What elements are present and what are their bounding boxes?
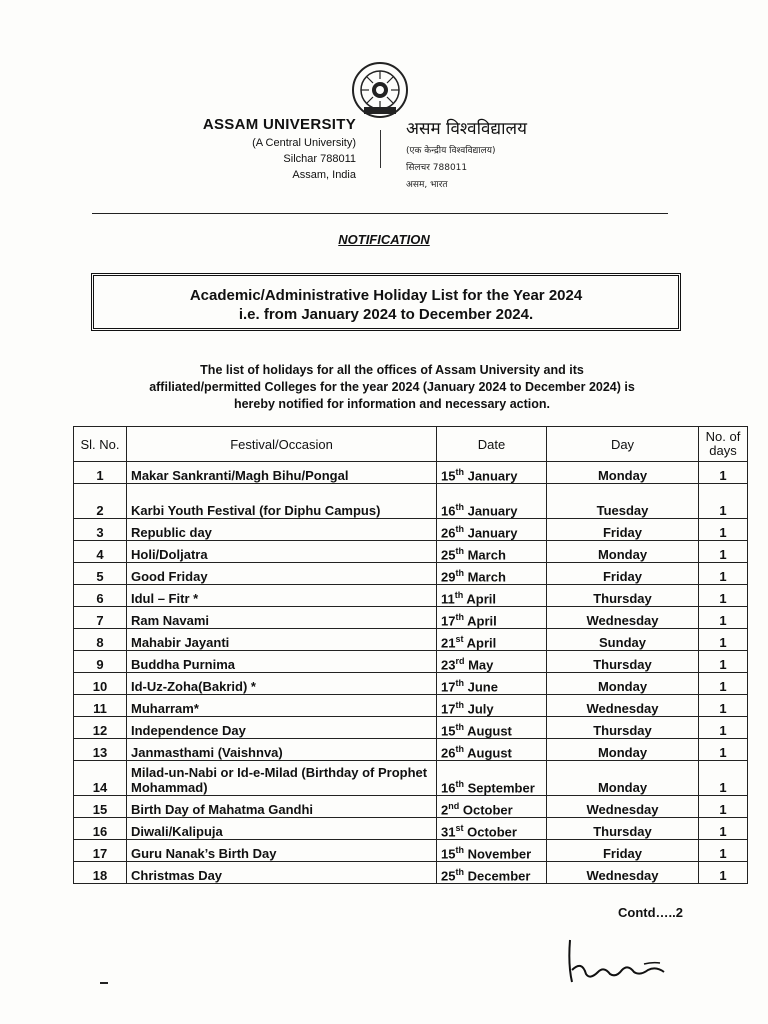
- date-month: August: [467, 723, 512, 738]
- cell-no-of-days: 1: [699, 695, 748, 717]
- header-en-line-3: Assam, India: [292, 169, 356, 181]
- date-month: June: [467, 679, 498, 694]
- date-month: May: [468, 657, 494, 672]
- university-name-en: ASSAM UNIVERSITY: [202, 116, 356, 133]
- date-number: 26: [441, 745, 456, 760]
- cell-no-of-days: 1: [699, 462, 748, 484]
- date-number: 31: [441, 824, 456, 839]
- cell-date: [437, 607, 547, 629]
- cell-no-of-days: 1: [699, 796, 748, 818]
- header-occasion: Festival/Occasion: [127, 427, 437, 462]
- date-suffix: th: [455, 523, 464, 534]
- cell-no-of-days: 1: [699, 629, 748, 651]
- table-header-row: [74, 427, 748, 462]
- cell-date: [437, 739, 547, 761]
- continued-label: Contd…..2: [618, 905, 683, 920]
- date-suffix: th: [454, 589, 464, 600]
- header-hi-line-1: (एक केन्द्रीय विश्वविद्यालय): [406, 146, 496, 156]
- date-suffix: th: [455, 743, 464, 754]
- notification-label: NOTIFICATION: [338, 232, 430, 247]
- header-rule: [92, 213, 668, 214]
- cell-day: Wednesday: [547, 796, 699, 818]
- date-suffix: th: [455, 721, 464, 732]
- date-month: September: [467, 780, 535, 795]
- cell-date: [437, 840, 547, 862]
- header-hi-line-3: असम, भारत: [406, 180, 448, 190]
- cell-occasion: Birth Day of Mahatma Gandhi: [127, 796, 437, 818]
- cell-sl-no: 8: [74, 629, 127, 651]
- table-row: [74, 585, 748, 607]
- date-number: 16: [441, 780, 456, 795]
- date-month: March: [467, 569, 506, 584]
- table-row: [74, 541, 748, 563]
- date-month: April: [467, 613, 497, 628]
- date-number: 15: [441, 846, 456, 861]
- cell-sl-no: 10: [74, 673, 127, 695]
- cell-date: [437, 673, 547, 695]
- header-sl-no: Sl. No.: [74, 427, 127, 462]
- cell-no-of-days: 1: [699, 651, 748, 673]
- cell-day: Monday: [547, 462, 699, 484]
- date-suffix: th: [455, 677, 464, 688]
- date-month: January: [467, 525, 518, 540]
- table-row: [74, 717, 748, 739]
- cell-sl-no: 11: [74, 695, 127, 717]
- cell-date: [437, 651, 547, 673]
- cell-occasion: Independence Day: [127, 717, 437, 739]
- cell-occasion: Karbi Youth Festival (for Diphu Campus): [127, 484, 437, 519]
- date-number: 29: [441, 569, 456, 584]
- cell-occasion: Republic day: [127, 519, 437, 541]
- cell-day: Thursday: [547, 651, 699, 673]
- intro-paragraph: [72, 362, 712, 413]
- date-number: 21: [441, 635, 456, 650]
- cell-no-of-days: 1: [699, 717, 748, 739]
- date-suffix: th: [455, 844, 464, 855]
- cell-sl-no: 17: [74, 840, 127, 862]
- cell-sl-no: 6: [74, 585, 127, 607]
- date-month: December: [467, 868, 531, 883]
- table-row: [74, 695, 748, 717]
- cell-sl-no: 7: [74, 607, 127, 629]
- intro-line-2: affiliated/permitted Colleges for the year 2024 (January 2024 to December 2024) is: [149, 380, 635, 394]
- date-suffix: nd: [448, 800, 460, 811]
- cell-occasion: Guru Nanak’s Birth Day: [127, 840, 437, 862]
- date-number: 25: [441, 868, 456, 883]
- cell-date: [437, 818, 547, 840]
- date-number: 17: [441, 701, 456, 716]
- cell-day: Friday: [547, 840, 699, 862]
- cell-date: [437, 585, 547, 607]
- cell-no-of-days: 1: [699, 541, 748, 563]
- cell-day: Wednesday: [547, 862, 699, 884]
- cell-occasion: Makar Sankranti/Magh Bihu/Pongal: [127, 462, 437, 484]
- cell-occasion: Milad-un-Nabi or Id-e-Milad (Birthday of Prophet Mohammad): [127, 761, 437, 796]
- date-month: July: [467, 701, 494, 716]
- header-en-line-2: Silchar 788011: [283, 153, 356, 165]
- header-day: Day: [547, 427, 699, 462]
- table-row: [74, 673, 748, 695]
- cell-no-of-days: 1: [699, 607, 748, 629]
- date-suffix: th: [455, 466, 464, 477]
- cell-day: Thursday: [547, 717, 699, 739]
- cell-occasion: Christmas Day: [127, 862, 437, 884]
- university-logo: [350, 60, 410, 120]
- cell-date: [437, 695, 547, 717]
- cell-no-of-days: 1: [699, 673, 748, 695]
- date-number: 26: [441, 525, 456, 540]
- date-number: 11: [441, 591, 455, 606]
- cell-day: Thursday: [547, 585, 699, 607]
- cell-no-of-days: 1: [699, 519, 748, 541]
- cell-occasion: Buddha Purnima: [127, 651, 437, 673]
- cell-sl-no: 16: [74, 818, 127, 840]
- cell-no-of-days: 1: [699, 818, 748, 840]
- date-month: March: [467, 547, 506, 562]
- cell-day: Friday: [547, 519, 699, 541]
- date-suffix: th: [455, 567, 464, 578]
- date-number: 17: [441, 679, 456, 694]
- cell-sl-no: 1: [74, 462, 127, 484]
- date-month: November: [467, 846, 532, 861]
- cell-occasion: Idul – Fitr *: [127, 585, 437, 607]
- holiday-table: [73, 426, 748, 884]
- title-line-1: Academic/Administrative Holiday List for the Year 2024: [189, 287, 583, 304]
- date-suffix: th: [455, 501, 464, 512]
- cell-no-of-days: 1: [699, 840, 748, 862]
- date-number: 17: [441, 613, 456, 628]
- cell-sl-no: 5: [74, 563, 127, 585]
- header-hi-line-2: सिलचर 788011: [406, 163, 468, 173]
- cell-no-of-days: 1: [699, 563, 748, 585]
- table-row: [74, 761, 748, 796]
- date-month: January: [467, 468, 518, 483]
- cell-occasion: Id-Uz-Zoha(Bakrid) *: [127, 673, 437, 695]
- table-row: [74, 563, 748, 585]
- table-row: [74, 629, 748, 651]
- table-row: [74, 818, 748, 840]
- header-divider: [380, 130, 381, 168]
- date-month: October: [462, 802, 513, 817]
- date-number: 2: [441, 802, 449, 817]
- title-box: [91, 273, 681, 331]
- date-suffix: st: [455, 633, 464, 644]
- cell-no-of-days: 1: [699, 739, 748, 761]
- signature: [560, 930, 680, 990]
- cell-occasion: Janmasthami (Vaishnva): [127, 739, 437, 761]
- cell-sl-no: 2: [74, 484, 127, 519]
- cell-date: [437, 761, 547, 796]
- table-row: [74, 462, 748, 484]
- date-suffix: th: [455, 545, 464, 556]
- date-month: October: [467, 824, 517, 839]
- date-month: August: [467, 745, 512, 760]
- cell-date: [437, 796, 547, 818]
- date-suffix: st: [455, 822, 464, 833]
- cell-occasion: Ram Navami: [127, 607, 437, 629]
- cell-date: [437, 862, 547, 884]
- header-english: [150, 116, 356, 181]
- date-month: April: [466, 591, 497, 606]
- cell-sl-no: 9: [74, 651, 127, 673]
- cell-no-of-days: 1: [699, 761, 748, 796]
- cell-sl-no: 4: [74, 541, 127, 563]
- date-number: 15: [441, 723, 456, 738]
- university-name-hi: असम विश्वविद्यालय: [406, 119, 527, 139]
- cell-date: [437, 462, 547, 484]
- header-no-of-days: No. of days: [699, 427, 748, 462]
- header-en-line-1: (A Central University): [252, 137, 356, 149]
- cell-date: [437, 563, 547, 585]
- table-row: [74, 840, 748, 862]
- cell-date: [437, 541, 547, 563]
- header-date: Date: [437, 427, 547, 462]
- date-number: 23: [441, 657, 456, 672]
- cell-occasion: Mahabir Jayanti: [127, 629, 437, 651]
- table-row: [74, 739, 748, 761]
- date-suffix: th: [455, 778, 464, 789]
- cell-day: Thursday: [547, 818, 699, 840]
- cell-date: [437, 484, 547, 519]
- cell-occasion: Good Friday: [127, 563, 437, 585]
- cell-day: Monday: [547, 761, 699, 796]
- date-month: January: [467, 503, 518, 518]
- cell-day: Wednesday: [547, 607, 699, 629]
- cell-sl-no: 13: [74, 739, 127, 761]
- intro-line-1: The list of holidays for all the offices of Assam University and its: [200, 363, 584, 377]
- table-row: [74, 607, 748, 629]
- cell-sl-no: 15: [74, 796, 127, 818]
- cell-day: Sunday: [547, 629, 699, 651]
- cell-date: [437, 629, 547, 651]
- table-row: [74, 519, 748, 541]
- cell-sl-no: 14: [74, 761, 127, 796]
- cell-day: Friday: [547, 563, 699, 585]
- cell-occasion: Muharram*: [127, 695, 437, 717]
- date-suffix: rd: [455, 655, 465, 666]
- date-number: 25: [441, 547, 456, 562]
- cell-date: [437, 519, 547, 541]
- cell-day: Tuesday: [547, 484, 699, 519]
- table-row: [74, 796, 748, 818]
- table-row: [74, 651, 748, 673]
- date-number: 15: [441, 468, 456, 483]
- cell-sl-no: 3: [74, 519, 127, 541]
- intro-line-3: hereby notified for information and necessary action.: [233, 397, 551, 411]
- table-row: [74, 484, 748, 519]
- cell-occasion: Holi/Doljatra: [127, 541, 437, 563]
- cell-sl-no: 12: [74, 717, 127, 739]
- cell-date: [437, 717, 547, 739]
- date-suffix: th: [455, 866, 464, 877]
- date-suffix: th: [455, 611, 464, 622]
- cell-no-of-days: 1: [699, 862, 748, 884]
- cell-day: Monday: [547, 541, 699, 563]
- cell-day: Monday: [547, 673, 699, 695]
- cell-no-of-days: 1: [699, 484, 748, 519]
- cell-occasion: Diwali/Kalipuja: [127, 818, 437, 840]
- table-row: [74, 862, 748, 884]
- date-number: 16: [441, 503, 456, 518]
- date-month: April: [466, 635, 497, 650]
- cell-sl-no: 18: [74, 862, 127, 884]
- title-line-2: i.e. from January 2024 to December 2024.: [238, 306, 534, 323]
- cell-no-of-days: 1: [699, 585, 748, 607]
- cell-day: Wednesday: [547, 695, 699, 717]
- margin-mark: [100, 982, 108, 984]
- date-suffix: th: [455, 699, 464, 710]
- header-hindi: [406, 116, 626, 190]
- cell-day: Monday: [547, 739, 699, 761]
